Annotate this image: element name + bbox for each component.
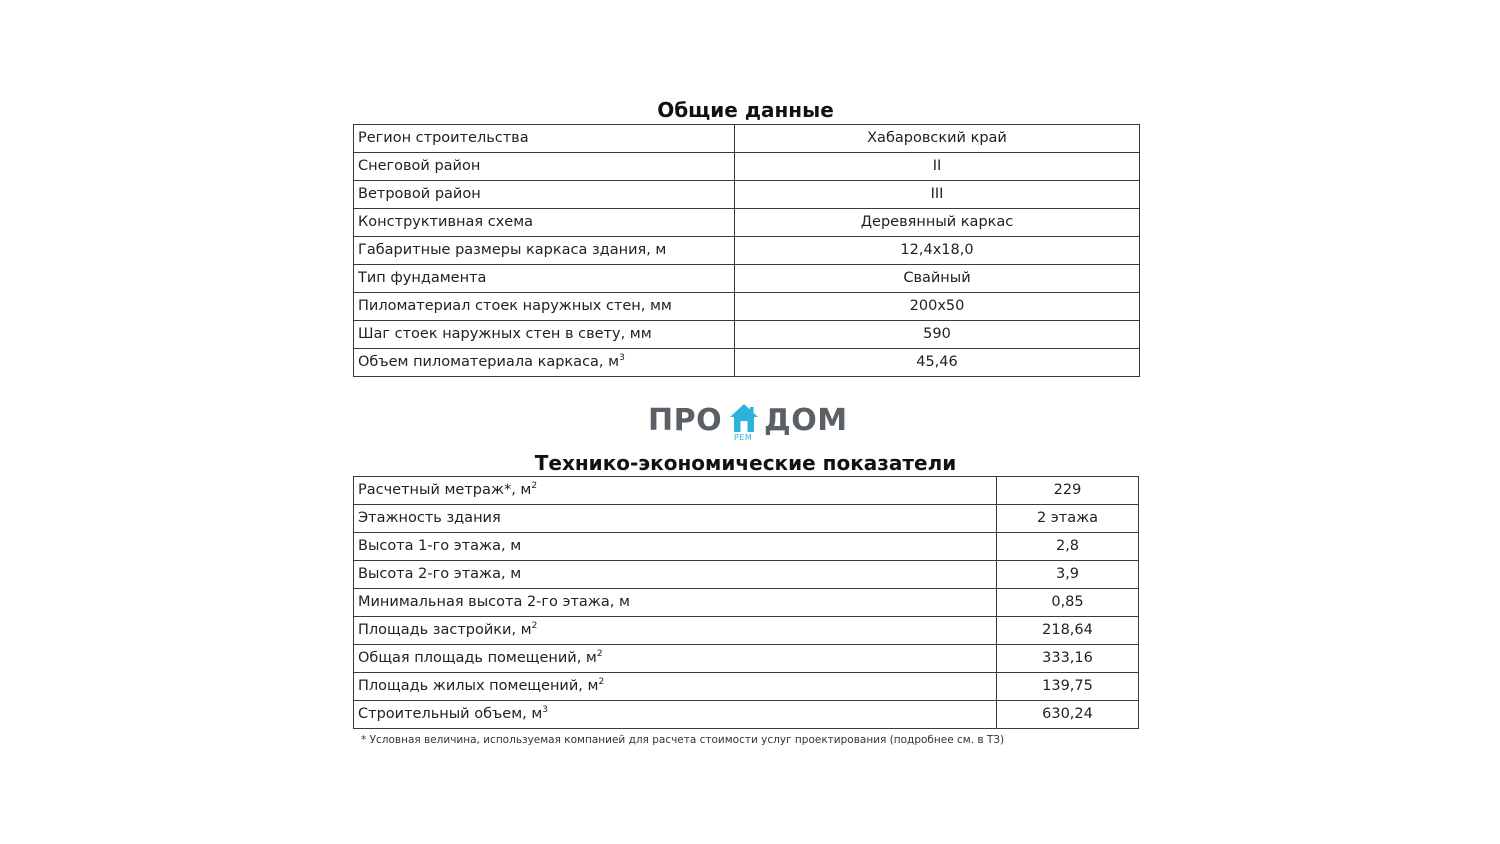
tech-label-cell <box>354 701 997 729</box>
general-label: Снеговой район <box>358 158 481 174</box>
tech-value: 3,9 <box>997 561 1139 589</box>
tech-value: 630,24 <box>997 701 1139 729</box>
logo-small-text: РЕМ <box>734 433 753 442</box>
general-label: Тип фундамента <box>358 270 487 286</box>
general-label: Ветровой район <box>358 186 481 202</box>
general-label: Шаг стоек наружных стен в свету, мм <box>358 326 652 342</box>
company-logo <box>648 400 853 446</box>
tech-label: Расчетный метраж*, м <box>358 482 532 498</box>
general-label: Регион строительства <box>358 130 529 146</box>
tech-label-cell <box>354 617 997 645</box>
footnote: * Условная величина, используемая компанией для расчета стоимости услуг проектирования (подробнее см. в ТЗ) <box>361 734 1005 746</box>
general-row <box>354 321 1140 349</box>
tech-row <box>354 617 1139 645</box>
general-label-cell <box>354 237 735 265</box>
tech-row <box>354 533 1139 561</box>
general-row <box>354 293 1140 321</box>
tech-row <box>354 589 1139 617</box>
tech-value: 229 <box>997 477 1139 505</box>
tech-label: Общая площадь помещений, м <box>358 650 597 666</box>
tech-row <box>354 673 1139 701</box>
general-row <box>354 153 1140 181</box>
general-row <box>354 237 1140 265</box>
unit-superscript: 2 <box>531 481 538 491</box>
general-value: 12,4х18,0 <box>735 237 1140 265</box>
unit-superscript: 3 <box>542 705 549 715</box>
tech-label-cell <box>354 673 997 701</box>
tech-row <box>354 561 1139 589</box>
general-value: 200х50 <box>735 293 1140 321</box>
general-row <box>354 265 1140 293</box>
general-label: Объем пиломатериала каркаса, м <box>358 354 620 370</box>
general-value: Хабаровский край <box>735 125 1140 153</box>
general-label-cell <box>354 153 735 181</box>
unit-superscript: 2 <box>596 649 603 659</box>
unit-superscript: 2 <box>531 621 538 631</box>
general-label-cell <box>354 349 735 377</box>
tech-value: 0,85 <box>997 589 1139 617</box>
general-label-cell <box>354 293 735 321</box>
logo-left-text: ПРО <box>648 403 723 438</box>
general-value: II <box>735 153 1140 181</box>
tech-label: Высота 2-го этажа, м <box>358 566 522 582</box>
general-row <box>354 125 1140 153</box>
tech-label: Высота 1-го этажа, м <box>358 538 522 554</box>
general-row <box>354 349 1140 377</box>
general-label: Пиломатериал стоек наружных стен, мм <box>358 298 672 314</box>
unit-superscript: 3 <box>619 353 625 363</box>
tech-value: 2,8 <box>997 533 1139 561</box>
general-label-cell <box>354 181 735 209</box>
tech-label-cell <box>354 477 997 505</box>
tech-label: Площадь жилых помещений, м <box>358 678 599 694</box>
tech-label-cell <box>354 561 997 589</box>
tech-value: 218,64 <box>997 617 1139 645</box>
unit-superscript: 2 <box>598 677 605 687</box>
tech-row <box>354 477 1139 505</box>
general-label-cell <box>354 125 735 153</box>
tech-label-cell <box>354 645 997 673</box>
logo-right-text: ДОМ <box>764 403 848 438</box>
tech-label-cell <box>354 533 997 561</box>
general-label: Габаритные размеры каркаса здания, м <box>358 242 667 258</box>
general-data-title: Общие данные <box>657 98 834 122</box>
tech-label-cell <box>354 505 997 533</box>
general-data-table <box>353 124 1140 377</box>
tech-indicators-title: Технико-экономические показатели <box>534 451 957 475</box>
tech-indicators-table <box>353 476 1139 729</box>
tech-label: Строительный объем, м <box>358 706 543 722</box>
general-value: Свайный <box>735 265 1140 293</box>
general-label: Конструктивная схема <box>358 214 534 230</box>
tech-row <box>354 645 1139 673</box>
tech-value: 139,75 <box>997 673 1139 701</box>
tech-value: 333,16 <box>997 645 1139 673</box>
general-label-cell <box>354 265 735 293</box>
tech-value: 2 этажа <box>997 505 1139 533</box>
tech-label-cell <box>354 589 997 617</box>
tech-row <box>354 701 1139 729</box>
general-label-cell <box>354 209 735 237</box>
tech-row <box>354 505 1139 533</box>
tech-label: Площадь застройки, м <box>358 622 532 638</box>
general-row <box>354 181 1140 209</box>
general-value: 45,46 <box>735 349 1140 377</box>
tech-label: Этажность здания <box>358 510 501 526</box>
general-value: III <box>735 181 1140 209</box>
general-value: 590 <box>735 321 1140 349</box>
general-row <box>354 209 1140 237</box>
general-label-cell <box>354 321 735 349</box>
general-value: Деревянный каркас <box>735 209 1140 237</box>
tech-label: Минимальная высота 2-го этажа, м <box>358 594 630 610</box>
